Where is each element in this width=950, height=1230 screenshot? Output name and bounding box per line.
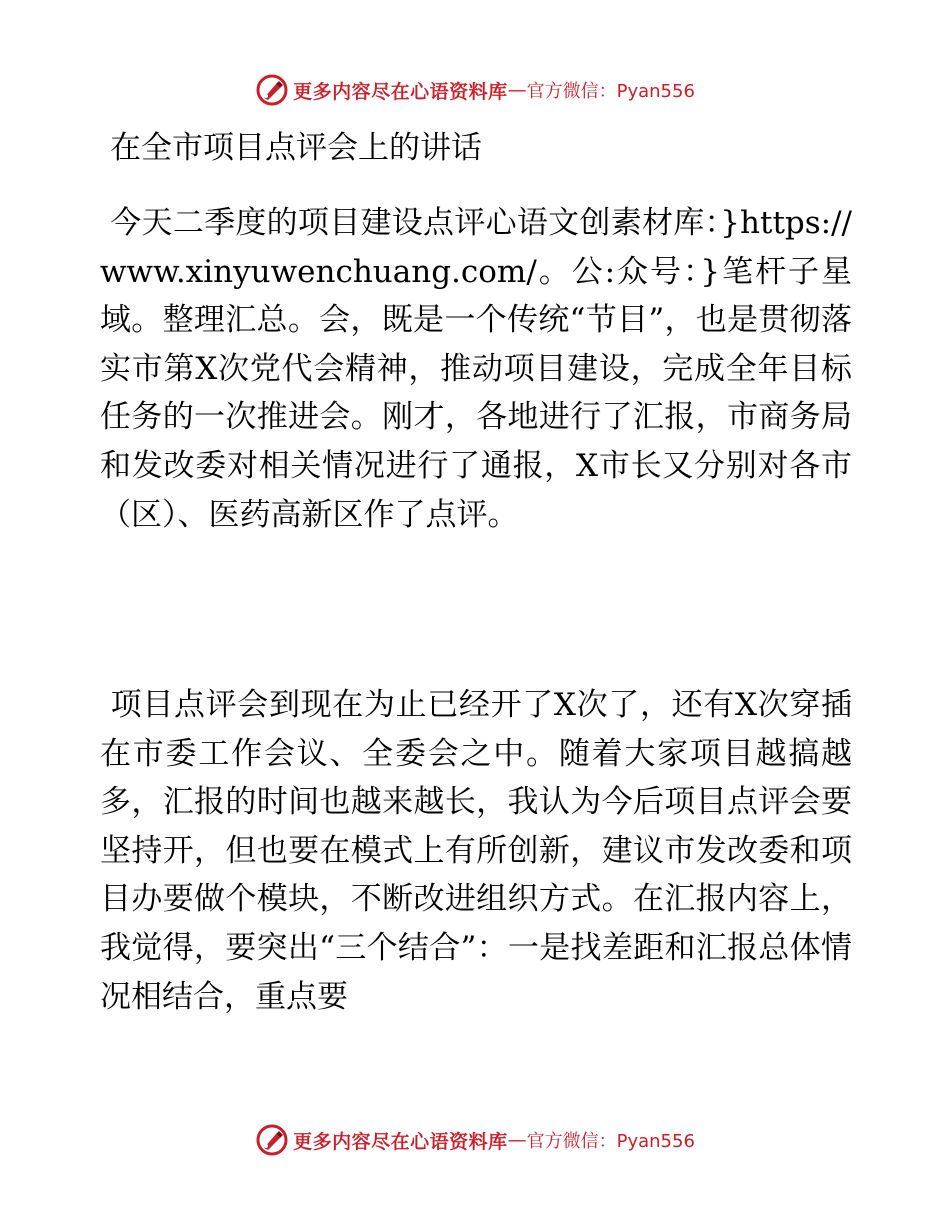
watermark-main-text: 更多内容尽在心语资料库: [293, 80, 508, 103]
pen-logo-icon: [255, 73, 289, 107]
document-title: 在全市项目点评会上的讲话: [110, 130, 482, 166]
paragraph-1-text: 今天二季度的项目建设点评心语文创素材库：}https://www.xinyuwenchuang.com/。公:众号：}笔杆子星域。整理汇总。会，既是一个传统“节目”，也是贯彻落实市第Ⅹ次党代会精神，推动项目建设，完成全年目标任务的一次推进会。刚才，各地进行了汇报，市商务局和发改委对相关情况进行了通报，Ⅹ市长又分别对各市（区）、医药高新区作了点评。: [100, 205, 852, 533]
watermark-separator: —: [507, 79, 527, 101]
paragraph-1: [100, 199, 852, 539]
watermark-wechat-text: 官方微信：Pyan556: [526, 1131, 695, 1152]
watermark-wechat-text: 官方微信：Pyan556: [526, 81, 695, 102]
watermark-separator: —: [507, 1129, 527, 1151]
footer-watermark: [0, 1120, 950, 1160]
paragraph-2-text: 项目点评会到现在为止已经开了Ⅹ次了，还有Ⅹ次穿插在市委工作会议、全委会之中。随着大家项目越搞越多，汇报的时间也越来越长，我认为今后项目点评会要坚持开，但也要在模式上有所创新，建议市发改委和项目办要做个模块，不断改进组织方式。在汇报内容上，我觉得，要突出“三个结合”：一是找差距和汇报总体情况相结合，重点要: [100, 687, 852, 1015]
header-watermark: [0, 70, 950, 110]
pen-logo-icon: [255, 1123, 289, 1157]
paragraph-2: [100, 681, 852, 1021]
watermark-main-text: 更多内容尽在心语资料库: [293, 1130, 508, 1153]
